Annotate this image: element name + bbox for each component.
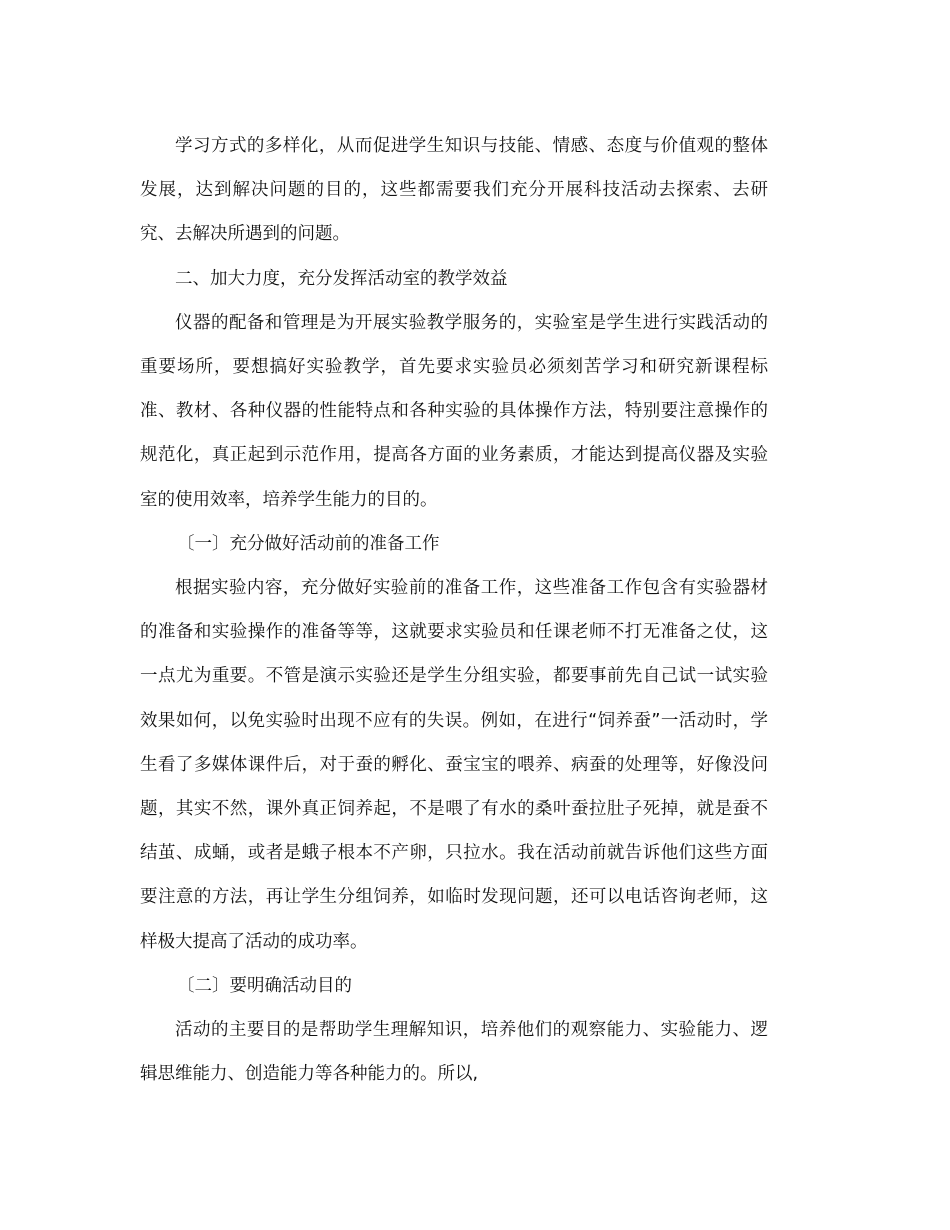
document-body	[140, 124, 768, 1096]
paragraph-equipment-management: 仪器的配备和管理是为开展实验教学服务的，实验室是学生进行实践活动的重要场所，要想搞好实验教学，首先要求实验员必须刻苦学习和研究新课程标准、教材、各种仪器的性能特点和各种实验的具体操作方法，特别要注意操作的规范化，真正起到示范作用，提高各方面的业务素质，才能达到提高仪器及实验室的使用效率，培养学生能力的目的。	[140, 312, 768, 510]
subsection-heading-2: 〔二〕要明确活动目的	[177, 975, 352, 996]
paragraph-activity-purpose: 活动的主要目的是帮助学生理解知识，培养他们的观察能力、实验能力、逻辑思维能力、创造能力等各种能力的。所以,	[140, 1020, 768, 1085]
section-heading-2: 二、加大力度，充分发挥活动室的教学效益	[175, 268, 508, 289]
subsection-heading-1: 〔一〕充分做好活动前的准备工作	[177, 533, 440, 554]
paragraph-intro-continued: 学习方式的多样化，从而促进学生知识与技能、情感、态度与价值观的整体发展，达到解决问题的目的，这些都需要我们充分开展科技活动去探索、去研究、去解决所遇到的问题。	[140, 136, 768, 245]
paragraph-preparation: 根据实验内容，充分做好实验前的准备工作，这些准备工作包含有实验器材的准备和实验操作的准备等等，这就要求实验员和任课老师不打无准备之仗，这一点尤为重要。不管是演示实验还是学生分组实验，都要事前先自己试一试实验效果如何，以免实验时出现不应有的失误。例如，在进行“饲养蚕”一活动时，学生看了多媒体课件后，对于蚕的孵化、蚕宝宝的喂养、病蚕的处理等，好像没问题，其实不然，课外真正饲养起，不是喂了有水的桑叶蚕拉肚子死掉，就是蚕不结茧、成蛹，或者是蛾子根本不产卵，只拉水。我在活动前就告诉他们这些方面要注意的方法，再让学生分组饲养，如临时发现问题，还可以电话咨询老师，这样极大提高了活动的成功率。	[140, 578, 768, 952]
